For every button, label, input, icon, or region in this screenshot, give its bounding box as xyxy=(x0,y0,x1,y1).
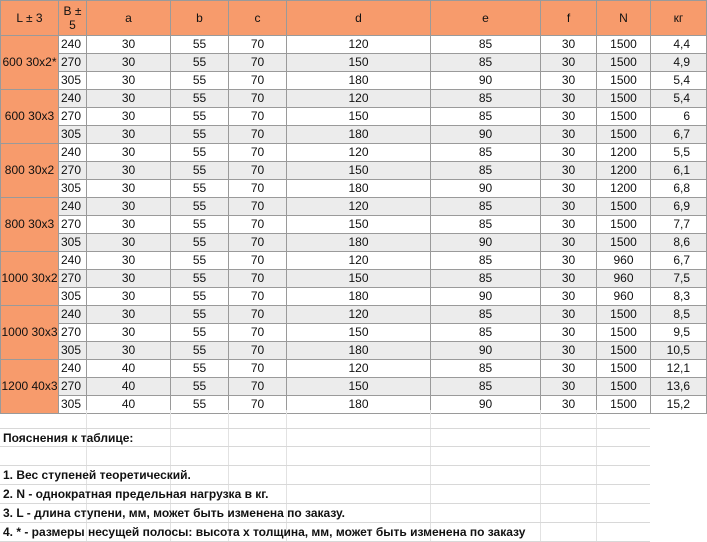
table-cell: 85 xyxy=(431,90,541,108)
table-cell: 30 xyxy=(87,180,171,198)
table-cell: 55 xyxy=(171,72,229,90)
table-cell: 120 xyxy=(287,90,431,108)
table-cell: 120 xyxy=(287,144,431,162)
table-cell: 70 xyxy=(229,162,287,180)
table-cell: 270 xyxy=(59,378,87,396)
table-row xyxy=(1,378,707,396)
table-cell: 30 xyxy=(541,54,597,72)
table-cell: 6 xyxy=(651,108,707,126)
table-cell: 1500 xyxy=(597,378,651,396)
table-cell: 1500 xyxy=(597,198,651,216)
table-body xyxy=(1,36,707,414)
table-cell: 305 xyxy=(59,396,87,414)
table-cell: 150 xyxy=(287,108,431,126)
table-cell: 1200 xyxy=(597,162,651,180)
table-cell: 70 xyxy=(229,360,287,378)
table-cell: 1500 xyxy=(597,324,651,342)
table-cell: 270 xyxy=(59,54,87,72)
table-cell: 8,3 xyxy=(651,288,707,306)
table-cell: 7,7 xyxy=(651,216,707,234)
table-cell: 55 xyxy=(171,198,229,216)
table-cell: 70 xyxy=(229,90,287,108)
table-row xyxy=(1,324,707,342)
table-row xyxy=(1,288,707,306)
table-cell: 55 xyxy=(171,126,229,144)
group-label: 1200 40х3 xyxy=(1,360,59,414)
table-cell: 30 xyxy=(541,360,597,378)
table-cell: 180 xyxy=(287,72,431,90)
table-cell: 150 xyxy=(287,324,431,342)
table-cell: 30 xyxy=(541,234,597,252)
table-cell: 30 xyxy=(541,306,597,324)
table-cell: 180 xyxy=(287,180,431,198)
table-cell: 90 xyxy=(431,126,541,144)
table-cell: 6,8 xyxy=(651,180,707,198)
table-cell: 960 xyxy=(597,288,651,306)
col-header-e: e xyxy=(431,1,541,36)
table-cell: 70 xyxy=(229,306,287,324)
table-cell: 8,5 xyxy=(651,306,707,324)
table-cell: 4,4 xyxy=(651,36,707,54)
table-cell: 1500 xyxy=(597,396,651,414)
table-cell: 1200 xyxy=(597,180,651,198)
table-cell: 55 xyxy=(171,396,229,414)
table-row xyxy=(1,144,707,162)
table-cell: 305 xyxy=(59,180,87,198)
table-cell: 30 xyxy=(87,36,171,54)
table-cell: 240 xyxy=(59,360,87,378)
table-row xyxy=(1,108,707,126)
table-cell: 85 xyxy=(431,216,541,234)
table-row xyxy=(1,216,707,234)
table-cell: 85 xyxy=(431,36,541,54)
table-cell: 55 xyxy=(171,306,229,324)
table-cell: 30 xyxy=(541,216,597,234)
col-header-b-dim: b xyxy=(171,1,229,36)
table-cell: 305 xyxy=(59,288,87,306)
table-cell: 30 xyxy=(87,198,171,216)
table-cell: 30 xyxy=(87,126,171,144)
table-row xyxy=(1,126,707,144)
table-cell: 30 xyxy=(541,288,597,306)
table-header-row xyxy=(1,1,707,36)
col-header-d: d xyxy=(287,1,431,36)
table-cell: 55 xyxy=(171,378,229,396)
table-cell: 55 xyxy=(171,270,229,288)
table-cell: 70 xyxy=(229,126,287,144)
group-label: 1000 30х2 xyxy=(1,252,59,306)
col-header-f: f xyxy=(541,1,597,36)
table-cell: 240 xyxy=(59,306,87,324)
table-cell: 6,1 xyxy=(651,162,707,180)
table-cell: 90 xyxy=(431,342,541,360)
table-cell: 6,7 xyxy=(651,126,707,144)
table-cell: 5,4 xyxy=(651,90,707,108)
col-header-n: N xyxy=(597,1,651,36)
table-cell: 120 xyxy=(287,252,431,270)
table-cell: 240 xyxy=(59,90,87,108)
table-cell: 1500 xyxy=(597,36,651,54)
table-cell: 5,4 xyxy=(651,72,707,90)
col-header-kg: кг xyxy=(651,1,707,36)
table-cell: 70 xyxy=(229,342,287,360)
table-cell: 960 xyxy=(597,252,651,270)
table-row xyxy=(1,252,707,270)
table-cell: 55 xyxy=(171,108,229,126)
col-header-c: c xyxy=(229,1,287,36)
table-cell: 30 xyxy=(87,324,171,342)
table-row xyxy=(1,306,707,324)
table-cell: 55 xyxy=(171,342,229,360)
table-cell: 30 xyxy=(541,396,597,414)
table-cell: 70 xyxy=(229,288,287,306)
table-cell: 180 xyxy=(287,396,431,414)
table-cell: 70 xyxy=(229,180,287,198)
table-row xyxy=(1,360,707,378)
table-cell: 85 xyxy=(431,252,541,270)
table-cell: 70 xyxy=(229,396,287,414)
table-cell: 55 xyxy=(171,234,229,252)
table-cell: 85 xyxy=(431,360,541,378)
group-label: 1000 30х3 xyxy=(1,306,59,360)
table-cell: 30 xyxy=(87,144,171,162)
table-cell: 1200 xyxy=(597,144,651,162)
table-cell: 150 xyxy=(287,162,431,180)
note-line: 1. Вес ступеней теоретический. xyxy=(0,466,650,485)
table-cell: 240 xyxy=(59,252,87,270)
table-cell: 240 xyxy=(59,198,87,216)
table-cell: 70 xyxy=(229,252,287,270)
table-cell: 30 xyxy=(541,342,597,360)
table-cell: 55 xyxy=(171,90,229,108)
table-cell: 30 xyxy=(87,54,171,72)
table-cell: 55 xyxy=(171,288,229,306)
table-cell: 40 xyxy=(87,378,171,396)
table-cell: 12,1 xyxy=(651,360,707,378)
group-label: 600 30х3 xyxy=(1,90,59,144)
table-cell: 960 xyxy=(597,270,651,288)
table-cell: 55 xyxy=(171,252,229,270)
table-cell: 150 xyxy=(287,270,431,288)
table-cell: 180 xyxy=(287,342,431,360)
table-cell: 13,6 xyxy=(651,378,707,396)
table-cell: 30 xyxy=(87,252,171,270)
table-cell: 70 xyxy=(229,36,287,54)
table-cell: 85 xyxy=(431,108,541,126)
table-cell: 1500 xyxy=(597,108,651,126)
table-cell: 55 xyxy=(171,162,229,180)
table-cell: 40 xyxy=(87,396,171,414)
col-header-l: L ± 3 xyxy=(1,1,59,36)
table-cell: 30 xyxy=(541,108,597,126)
table-cell: 70 xyxy=(229,144,287,162)
table-cell: 90 xyxy=(431,72,541,90)
table-cell: 180 xyxy=(287,234,431,252)
table-cell: 180 xyxy=(287,288,431,306)
notes-section xyxy=(0,410,650,542)
table-cell: 55 xyxy=(171,54,229,72)
table-cell: 30 xyxy=(87,288,171,306)
table-row xyxy=(1,90,707,108)
table-cell: 270 xyxy=(59,162,87,180)
table-cell: 70 xyxy=(229,270,287,288)
table-cell: 1500 xyxy=(597,90,651,108)
table-cell: 270 xyxy=(59,108,87,126)
table-cell: 55 xyxy=(171,324,229,342)
note-line: 3. L - длина ступени, мм, может быть изменена по заказу. xyxy=(0,504,650,523)
group-label: 600 30х2* xyxy=(1,36,59,90)
table-cell: 85 xyxy=(431,270,541,288)
table-cell: 6,9 xyxy=(651,198,707,216)
table-cell: 270 xyxy=(59,270,87,288)
table-cell: 85 xyxy=(431,378,541,396)
group-label: 800 30х3 xyxy=(1,198,59,252)
table-row xyxy=(1,162,707,180)
table-cell: 1500 xyxy=(597,306,651,324)
table-cell: 15,2 xyxy=(651,396,707,414)
table-cell: 5,5 xyxy=(651,144,707,162)
col-header-a: a xyxy=(87,1,171,36)
table-cell: 1500 xyxy=(597,54,651,72)
table-cell: 30 xyxy=(541,144,597,162)
table-cell: 90 xyxy=(431,234,541,252)
table-row xyxy=(1,234,707,252)
table-cell: 120 xyxy=(287,360,431,378)
table-cell: 1500 xyxy=(597,126,651,144)
table-cell: 85 xyxy=(431,54,541,72)
table-cell: 70 xyxy=(229,378,287,396)
table-cell: 270 xyxy=(59,216,87,234)
table-cell: 150 xyxy=(287,54,431,72)
table-cell: 1500 xyxy=(597,216,651,234)
table-cell: 30 xyxy=(541,126,597,144)
table-cell: 30 xyxy=(87,162,171,180)
table-cell: 85 xyxy=(431,198,541,216)
table-cell: 6,7 xyxy=(651,252,707,270)
table-row xyxy=(1,36,707,54)
table-cell: 70 xyxy=(229,72,287,90)
table-cell: 90 xyxy=(431,288,541,306)
table-cell: 85 xyxy=(431,144,541,162)
table-cell: 90 xyxy=(431,396,541,414)
table-cell: 30 xyxy=(87,90,171,108)
table-cell: 10,5 xyxy=(651,342,707,360)
notes-blank-row xyxy=(0,410,650,429)
table-cell: 1500 xyxy=(597,234,651,252)
table-cell: 55 xyxy=(171,36,229,54)
table-cell: 305 xyxy=(59,72,87,90)
table-cell: 150 xyxy=(287,378,431,396)
table-row xyxy=(1,270,707,288)
table-cell: 85 xyxy=(431,306,541,324)
table-cell: 30 xyxy=(87,108,171,126)
table-cell: 305 xyxy=(59,234,87,252)
table-cell: 85 xyxy=(431,324,541,342)
table-cell: 120 xyxy=(287,36,431,54)
table-cell: 30 xyxy=(541,162,597,180)
table-row xyxy=(1,198,707,216)
note-line: 4. * - размеры несущей полосы: высота х толщина, мм, может быть изменена по заказу xyxy=(0,523,650,542)
table-cell: 30 xyxy=(541,72,597,90)
table-cell: 1500 xyxy=(597,342,651,360)
table-row xyxy=(1,54,707,72)
table-row xyxy=(1,180,707,198)
table-cell: 270 xyxy=(59,324,87,342)
group-label: 800 30х2 xyxy=(1,144,59,198)
table-cell: 240 xyxy=(59,144,87,162)
table-cell: 9,5 xyxy=(651,324,707,342)
table-cell: 30 xyxy=(541,90,597,108)
table-cell: 120 xyxy=(287,306,431,324)
table-cell: 55 xyxy=(171,180,229,198)
table-cell: 70 xyxy=(229,108,287,126)
table-cell: 1500 xyxy=(597,360,651,378)
notes-title: Пояснения к таблице: xyxy=(0,429,650,447)
table-cell: 120 xyxy=(287,198,431,216)
col-header-b-label: B ± 5 xyxy=(63,4,82,32)
table-cell: 30 xyxy=(87,270,171,288)
table-cell: 55 xyxy=(171,360,229,378)
table-cell: 30 xyxy=(541,324,597,342)
table-cell: 40 xyxy=(87,360,171,378)
col-header-b xyxy=(59,1,87,36)
table-cell: 85 xyxy=(431,162,541,180)
notes-blank-row xyxy=(0,447,650,466)
table-cell: 180 xyxy=(287,126,431,144)
table-cell: 70 xyxy=(229,234,287,252)
table-cell: 30 xyxy=(87,216,171,234)
table-cell: 30 xyxy=(541,270,597,288)
table-cell: 30 xyxy=(87,342,171,360)
table-cell: 70 xyxy=(229,198,287,216)
table-cell: 30 xyxy=(541,198,597,216)
table-cell: 30 xyxy=(541,36,597,54)
table-cell: 305 xyxy=(59,126,87,144)
table-row xyxy=(1,342,707,360)
table-cell: 1500 xyxy=(597,72,651,90)
table-cell: 30 xyxy=(87,306,171,324)
table-cell: 8,6 xyxy=(651,234,707,252)
table-cell: 4,9 xyxy=(651,54,707,72)
table-cell: 30 xyxy=(541,252,597,270)
table-cell: 55 xyxy=(171,144,229,162)
table-cell: 30 xyxy=(541,378,597,396)
table-cell: 55 xyxy=(171,216,229,234)
table-cell: 70 xyxy=(229,216,287,234)
table-cell: 30 xyxy=(87,234,171,252)
table-cell: 30 xyxy=(87,72,171,90)
table-cell: 90 xyxy=(431,180,541,198)
note-line: 2. N - однократная предельная нагрузка в кг. xyxy=(0,485,650,504)
table-cell: 150 xyxy=(287,216,431,234)
table-cell: 240 xyxy=(59,36,87,54)
table-row xyxy=(1,72,707,90)
table-cell: 30 xyxy=(541,180,597,198)
table-cell: 70 xyxy=(229,324,287,342)
table-cell: 7,5 xyxy=(651,270,707,288)
table-cell: 305 xyxy=(59,342,87,360)
table-cell: 70 xyxy=(229,54,287,72)
